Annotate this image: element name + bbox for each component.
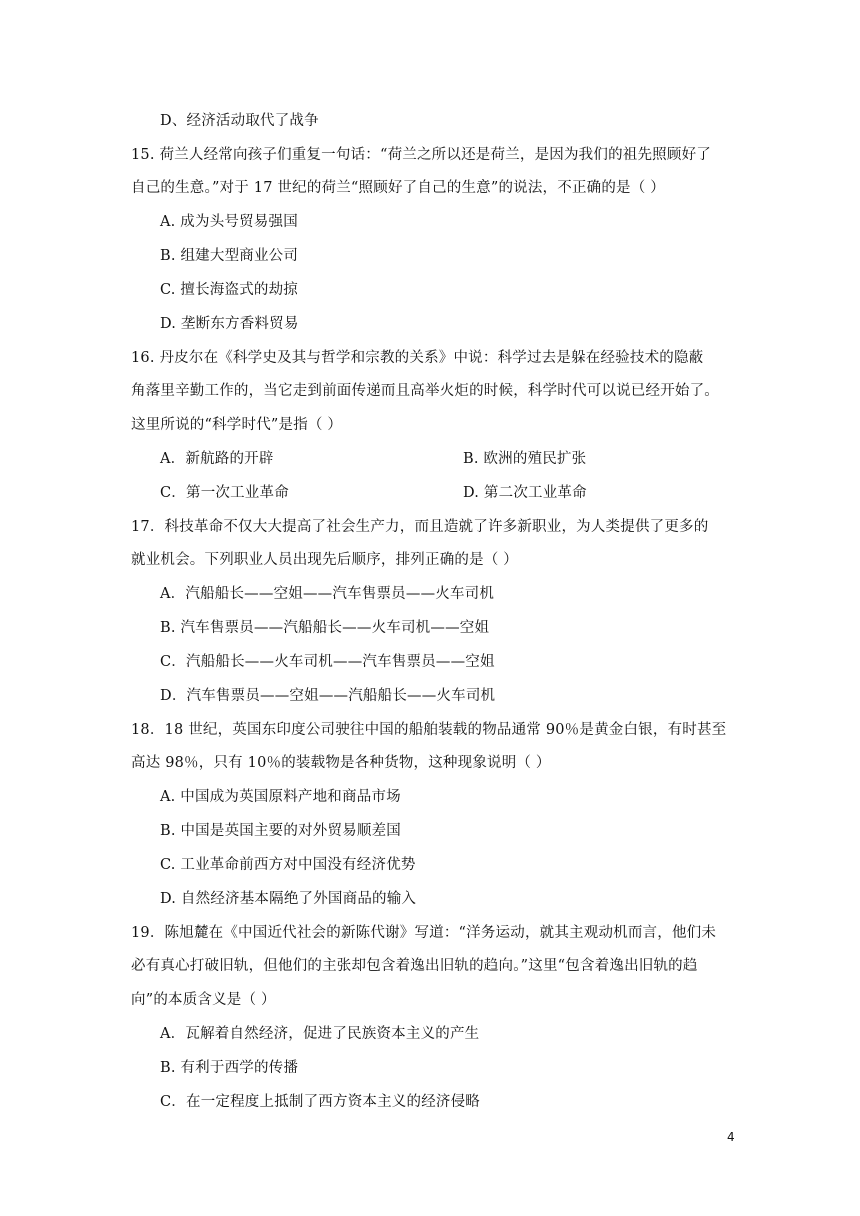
q18-option-b: B. 中国是英国主要的对外贸易顺差国 [160, 823, 401, 839]
q16-stem-line-2: 角落里辛勤工作的，当它走到前面传递而且高举火炬的时候，科学时代可以说已经开始了。 [131, 383, 719, 399]
q19-option-a: A．瓦解着自然经济，促进了民族资本主义的产生 [160, 1026, 480, 1042]
q16-option-c: C．第一次工业革命 [160, 485, 289, 501]
q16-stem-line-1: 16. 丹皮尔在《科学史及其与哲学和宗教的关系》中说：科学过去是躲在经验技术的隐蔽 [131, 350, 704, 366]
q17-option-c: C．汽船船长——火车司机——汽车售票员——空姐 [160, 654, 495, 670]
q17-stem-line-1: 17．科技革命不仅大大提高了社会生产力，而且造就了许多新职业，为人类提供了更多的 [131, 519, 709, 535]
q16-stem-line-3: 这里所说的“科学时代”是指（ ） [131, 417, 343, 433]
q18-stem-line-1: 18．18 世纪，英国东印度公司驶往中国的船舶装载的物品通常 90％是黄金白银，有时甚至 [131, 722, 727, 738]
q17-option-b: B. 汽车售票员——汽船船长——火车司机——空姐 [160, 620, 490, 636]
q16-option-b: B. 欧洲的殖民扩张 [463, 451, 587, 467]
q18-option-d: D. 自然经济基本隔绝了外国商品的输入 [160, 891, 417, 907]
q15-option-d: D. 垄断东方香料贸易 [160, 316, 299, 332]
page-number: 4 [727, 1130, 735, 1144]
q15-option-b: B. 组建大型商业公司 [160, 248, 299, 264]
q16-option-d: D. 第二次工业革命 [463, 485, 587, 501]
q19-option-c: C．在一定程度上抵制了西方资本主义的经济侵略 [160, 1094, 480, 1110]
q17-option-d: D．汽车售票员——空姐——汽船船长——火车司机 [160, 688, 496, 704]
q16-option-a: A．新航路的开辟 [160, 451, 274, 467]
q17-option-a: A．汽船船长——空姐——汽车售票员——火车司机 [160, 586, 495, 602]
q15-option-a: A. 成为头号贸易强国 [160, 214, 298, 230]
q19-stem-line-2: 必有真心打破旧轨，但他们的主张却包含着逸出旧轨的趋向。”这里“包含着逸出旧轨的趋 [131, 958, 698, 974]
q18-stem-line-2: 高达 98％，只有 10％的装载物是各种货物，这种现象说明（ ） [131, 755, 551, 771]
q14-option-d: D、经济活动取代了战争 [160, 113, 319, 129]
q18-option-a: A. 中国成为英国原料产地和商品市场 [160, 789, 401, 805]
q15-stem-line-1: 15. 荷兰人经常向孩子们重复一句话：“荷兰之所以还是荷兰，是因为我们的祖先照顾好了 [131, 147, 711, 163]
q19-stem-line-3: 向”的本质含义是（ ） [131, 992, 276, 1008]
q19-stem-line-1: 19．陈旭麓在《中国近代社会的新陈代谢》写道：“洋务运动，就其主观动机而言，他们未 [131, 925, 717, 941]
q19-option-b: B. 有利于西学的传播 [160, 1060, 299, 1076]
q17-stem-line-2: 就业机会。下列职业人员出现先后顺序，排列正确的是（ ） [131, 552, 519, 568]
q15-option-c: C. 擅长海盗式的劫掠 [160, 282, 298, 298]
q18-option-c: C. 工业革命前西方对中国没有经济优势 [160, 857, 416, 873]
q15-stem-line-2: 自己的生意。”对于 17 世纪的荷兰“照顾好了自己的生意”的说法，不正确的是（ ） [131, 180, 665, 196]
